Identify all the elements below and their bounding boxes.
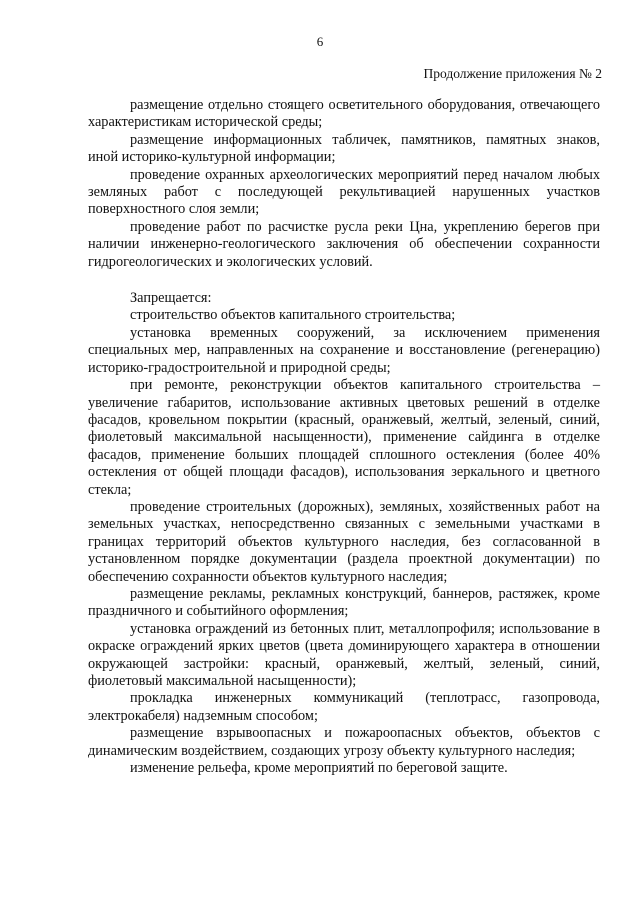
paragraph: установка временных сооружений, за исключением применения специальных мер, направленных на сохранение и восстановление (регенерацию) историко-градостроительной и природной среды; [88,324,600,376]
appendix-continuation-label: Продолжение приложения № 2 [423,66,602,81]
paragraph: размещение рекламы, рекламных конструкций, баннеров, растяжек, кроме праздничного и событийного оформления; [88,585,600,620]
paragraph: установка ограждений из бетонных плит, металлопрофиля; использование в окраске ограждений ярких цветов (цвета доминирующего характера в отношении окружающей застройки: красный, оранжевый, желтый, зеленый, синий, фиолетовый максимальной насыщенности); [88,620,600,689]
paragraph: проведение охранных археологических мероприятий перед началом любых земляных работ с последующей рекультивацией нарушенных участков поверхностного слоя земли; [88,166,600,218]
paragraph: проведение строительных (дорожных), земляных, хозяйственных работ на земельных участках, непосредственно связанных с земельными участками в границах территорий объектов культурного наследия, без согласованной в установленном порядке документации (раздела проектной документации) по обеспечению сохранности объектов культурного наследия; [88,498,600,585]
prohibited-heading: Запрещается: [130,290,212,307]
paragraph: при ремонте, реконструкции объектов капитального строительства – увеличение габаритов, использование активных цветовых решений в отделке фасадов, кровельном покрытии (красный, оранжевый, желтый, зеленый, синий, фиолетовый максимальной насыщенности), применение сайдинга в отделке фасадов, применение больших площадей сплошного остекления (более 40% остекления от общей площади фасадов), использования зеркального и цветного стекла; [88,377,600,498]
paragraph: проведение работ по расчистке русла реки Цна, укреплению берегов при наличии инженерно-геологического заключения об обеспечении сохранности гидрогеологических и экологических условий. [88,218,600,270]
page-number: 6 [316,34,324,49]
paragraph: размещение информационных табличек, памятников, памятных знаков, иной историко-культурной информации; [88,131,600,166]
paragraph: размещение отдельно стоящего осветительного оборудования, отвечающего характеристикам исторической среды; [88,97,600,131]
paragraph: изменение рельефа, кроме мероприятий по береговой защите. [130,760,508,777]
paragraph: прокладка инженерных коммуникаций (теплотрасс, газопровода, электрокабеля) надземным способом; [88,690,600,724]
paragraph: размещение взрывоопасных и пожароопасных объектов, объектов с динамическим воздействием, создающих угрозу объекту культурного наследия; [88,725,600,759]
document-body [88,97,600,777]
paragraph: строительство объектов капитального строительства; [130,307,456,324]
